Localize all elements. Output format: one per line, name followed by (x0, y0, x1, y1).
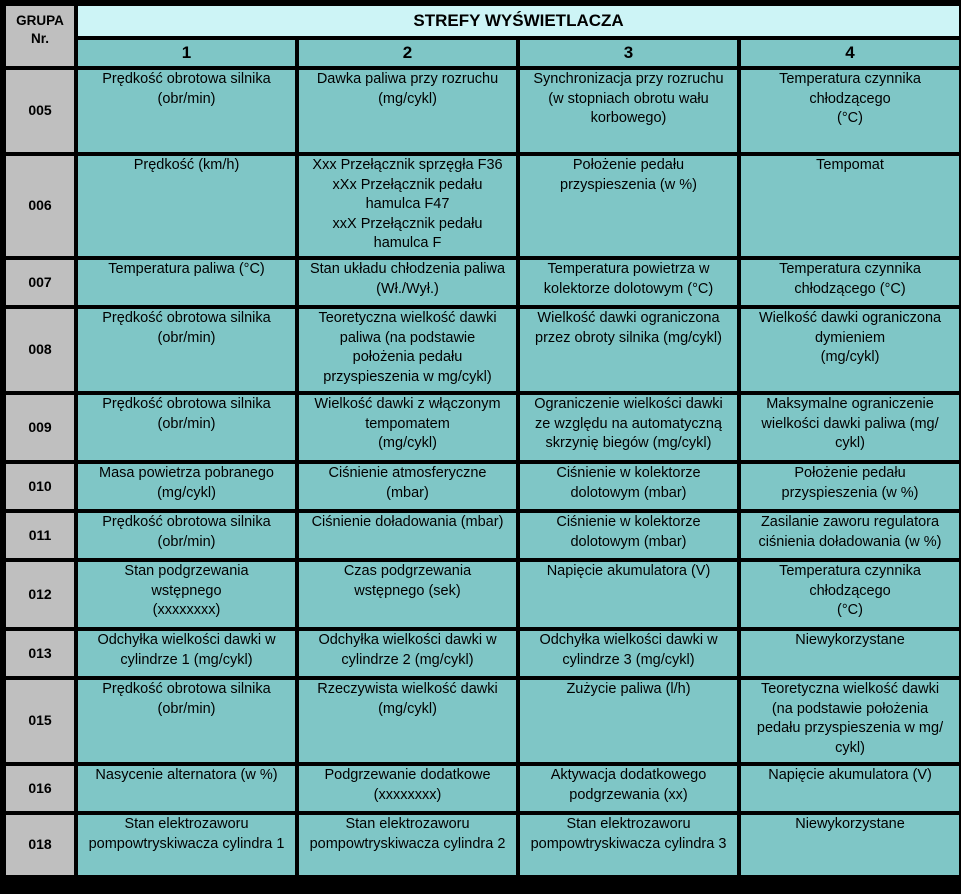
header-row-title (6, 6, 959, 36)
zone-3-text: Odchyłka wielkości dawki w cylindrze 3 (mg/cykl) (539, 632, 718, 668)
zone-4-cell (741, 680, 959, 762)
zone-2-text: Teoretyczna wielkość dawki paliwa (na podstawie położenia pedału przyspieszenia w mg/cykl) (318, 310, 497, 385)
table-row (6, 562, 959, 627)
table-row (6, 680, 959, 762)
zone-4-cell (741, 513, 959, 558)
zone-2-text: Ciśnienie doładowania (mbar) (311, 514, 504, 530)
zone-2-text: Odchyłka wielkości dawki w cylindrze 2 (mg/cykl) (318, 632, 497, 668)
zone-2-text: Wielkość dawki z włączonym tempomatem (mg/cykl) (314, 396, 501, 451)
zone-4-cell (741, 309, 959, 391)
zone-3-cell (520, 513, 737, 558)
zone-1-text: Prędkość obrotowa silnika (obr/min) (102, 71, 271, 107)
zone-3-text: Temperatura powietrza w kolektorze dolotowym (°C) (543, 261, 714, 297)
zone-3-cell (520, 395, 737, 460)
zone-3-cell (520, 260, 737, 305)
zone-1-cell (78, 260, 295, 305)
zone-2-cell (299, 464, 516, 509)
group-number: 018 (6, 815, 74, 875)
zone-1-text: Nasycenie alternatora (w %) (95, 767, 278, 783)
zone-1-cell (78, 680, 295, 762)
header-row-columns (6, 40, 959, 66)
zone-1-text: Prędkość obrotowa silnika (obr/min) (102, 681, 271, 717)
zone-1-cell (78, 309, 295, 391)
zone-2-text: Rzeczywista wielkość dawki (mg/cykl) (317, 681, 498, 717)
zone-4-text: Maksymalne ograniczenie wielkości dawki paliwa (mg/ cykl) (761, 396, 939, 451)
zone-1-cell (78, 70, 295, 152)
zone-3-text: Ciśnienie w kolektorze dolotowym (mbar) (556, 465, 701, 501)
zone-1-cell (78, 766, 295, 811)
zone-1-cell (78, 464, 295, 509)
table-row (6, 815, 959, 875)
zone-1-cell (78, 562, 295, 627)
zone-4-cell (741, 395, 959, 460)
zone-2-cell (299, 513, 516, 558)
zone-2-text: Stan układu chłodzenia paliwa (Wł./Wył.) (309, 261, 506, 297)
table-row (6, 766, 959, 811)
group-number: 015 (6, 680, 74, 762)
zone-4-text: Napięcie akumulatora (V) (768, 767, 932, 783)
zone-2-cell (299, 766, 516, 811)
column-header-4: 4 (741, 40, 959, 66)
zone-3-text: Ciśnienie w kolektorze dolotowym (mbar) (556, 514, 701, 550)
table-row (6, 631, 959, 676)
table-row (6, 156, 959, 256)
zone-4-text: Niewykorzystane (795, 816, 905, 832)
zone-4-cell (741, 766, 959, 811)
group-number: 009 (6, 395, 74, 460)
group-number: 013 (6, 631, 74, 676)
zone-3-text: Wielkość dawki ograniczona przez obroty silnika (mg/cykl) (535, 310, 722, 346)
zone-4-cell (741, 156, 959, 256)
zone-4-text: Teoretyczna wielkość dawki (na podstawie położenia pedału przyspieszenia w mg/ cykl) (756, 681, 944, 756)
zone-4-cell (741, 631, 959, 676)
zone-1-text: Prędkość obrotowa silnika (obr/min) (102, 514, 271, 550)
zone-4-text: Temperatura czynnika chłodzącego (°C) (779, 261, 921, 297)
group-number: 016 (6, 766, 74, 811)
zone-3-cell (520, 562, 737, 627)
table-title: STREFY WYŚWIETLACZA (78, 6, 959, 36)
zone-1-text: Masa powietrza pobranego (mg/cykl) (99, 465, 274, 501)
zone-1-text: Stan podgrzewania wstępnego (xxxxxxxx) (124, 563, 249, 618)
zone-3-text: Stan elektrozaworu pompowtryskiwacza cylindra 3 (530, 816, 727, 852)
column-header-1: 1 (78, 40, 295, 66)
group-number: 006 (6, 156, 74, 256)
zone-2-cell (299, 309, 516, 391)
zone-1-cell (78, 631, 295, 676)
zone-2-cell (299, 395, 516, 460)
zone-4-cell (741, 562, 959, 627)
table-row (6, 70, 959, 152)
zone-3-text: Zużycie paliwa (l/h) (566, 681, 691, 697)
group-number: 008 (6, 309, 74, 391)
zone-4-cell (741, 464, 959, 509)
zone-4-text: Położenie pedału przyspieszenia (w %) (781, 465, 919, 501)
zone-2-cell (299, 562, 516, 627)
zone-1-text: Stan elektrozaworu pompowtryskiwacza cylindra 1 (88, 816, 285, 852)
group-number: 005 (6, 70, 74, 152)
zone-4-text: Wielkość dawki ograniczona dymieniem (mg/cykl) (758, 310, 942, 365)
zone-4-cell (741, 815, 959, 875)
zone-4-text: Temperatura czynnika chłodzącego (°C) (779, 71, 921, 126)
group-number: 011 (6, 513, 74, 558)
zone-3-cell (520, 815, 737, 875)
zone-4-cell (741, 260, 959, 305)
zone-2-cell (299, 815, 516, 875)
zone-1-text: Odchyłka wielkości dawki w cylindrze 1 (mg/cykl) (97, 632, 276, 668)
zone-1-text: Temperatura paliwa (°C) (108, 261, 265, 277)
zone-3-cell (520, 309, 737, 391)
zone-1-text: Prędkość (km/h) (133, 157, 240, 173)
zone-3-cell (520, 680, 737, 762)
zone-3-cell (520, 70, 737, 152)
group-number: 012 (6, 562, 74, 627)
zone-4-text: Niewykorzystane (795, 632, 905, 648)
zone-3-text: Synchronizacja przy rozruchu (w stopniach obrotu wału korbowego) (533, 71, 724, 126)
zone-3-text: Ograniczenie wielkości dawki ze względu na automatyczną skrzynię biegów (mg/cykl) (534, 396, 723, 451)
zone-1-cell (78, 815, 295, 875)
zone-3-cell (520, 156, 737, 256)
group-column-header: GRUPA Nr. (6, 6, 74, 66)
zone-2-cell (299, 156, 516, 256)
zone-3-cell (520, 464, 737, 509)
zone-3-cell (520, 766, 737, 811)
display-zones-table (2, 2, 961, 879)
column-header-3: 3 (520, 40, 737, 66)
zone-2-cell (299, 70, 516, 152)
zone-1-cell (78, 513, 295, 558)
zone-2-cell (299, 680, 516, 762)
table-row (6, 464, 959, 509)
zone-2-text: Stan elektrozaworu pompowtryskiwacza cylindra 2 (309, 816, 506, 852)
table-row (6, 513, 959, 558)
zone-1-text: Prędkość obrotowa silnika (obr/min) (102, 396, 271, 432)
zone-3-text: Aktywacja dodatkowego podgrzewania (xx) (550, 767, 707, 803)
zone-1-cell (78, 156, 295, 256)
zone-2-cell (299, 631, 516, 676)
group-number: 010 (6, 464, 74, 509)
table-row (6, 260, 959, 305)
table-row (6, 395, 959, 460)
zone-2-text: Ciśnienie atmosferyczne (mbar) (328, 465, 487, 501)
zone-3-cell (520, 631, 737, 676)
column-header-2: 2 (299, 40, 516, 66)
zone-3-text: Położenie pedału przyspieszenia (w %) (560, 157, 697, 193)
zone-2-cell (299, 260, 516, 305)
zone-3-text: Napięcie akumulatora (V) (546, 563, 711, 579)
group-number: 007 (6, 260, 74, 305)
zone-4-text: Temperatura czynnika chłodzącego (°C) (779, 563, 921, 618)
zone-4-text: Tempomat (816, 157, 884, 173)
zone-2-text: Dawka paliwa przy rozruchu (mg/cykl) (316, 71, 499, 107)
zone-4-cell (741, 70, 959, 152)
zone-2-text: Podgrzewanie dodatkowe (xxxxxxxx) (324, 767, 491, 803)
zone-4-text: Zasilanie zaworu regulatora ciśnienia doładowania (w %) (758, 514, 942, 550)
zone-2-text: Czas podgrzewania wstępnego (sek) (343, 563, 472, 599)
zone-2-text: Xxx Przełącznik sprzęgła F36 xXx Przełącznik pedału hamulca F47 xxX Przełącznik pedału hamulca F (312, 157, 503, 251)
zone-1-cell (78, 395, 295, 460)
table-row (6, 309, 959, 391)
zone-1-text: Prędkość obrotowa silnika (obr/min) (102, 310, 271, 346)
